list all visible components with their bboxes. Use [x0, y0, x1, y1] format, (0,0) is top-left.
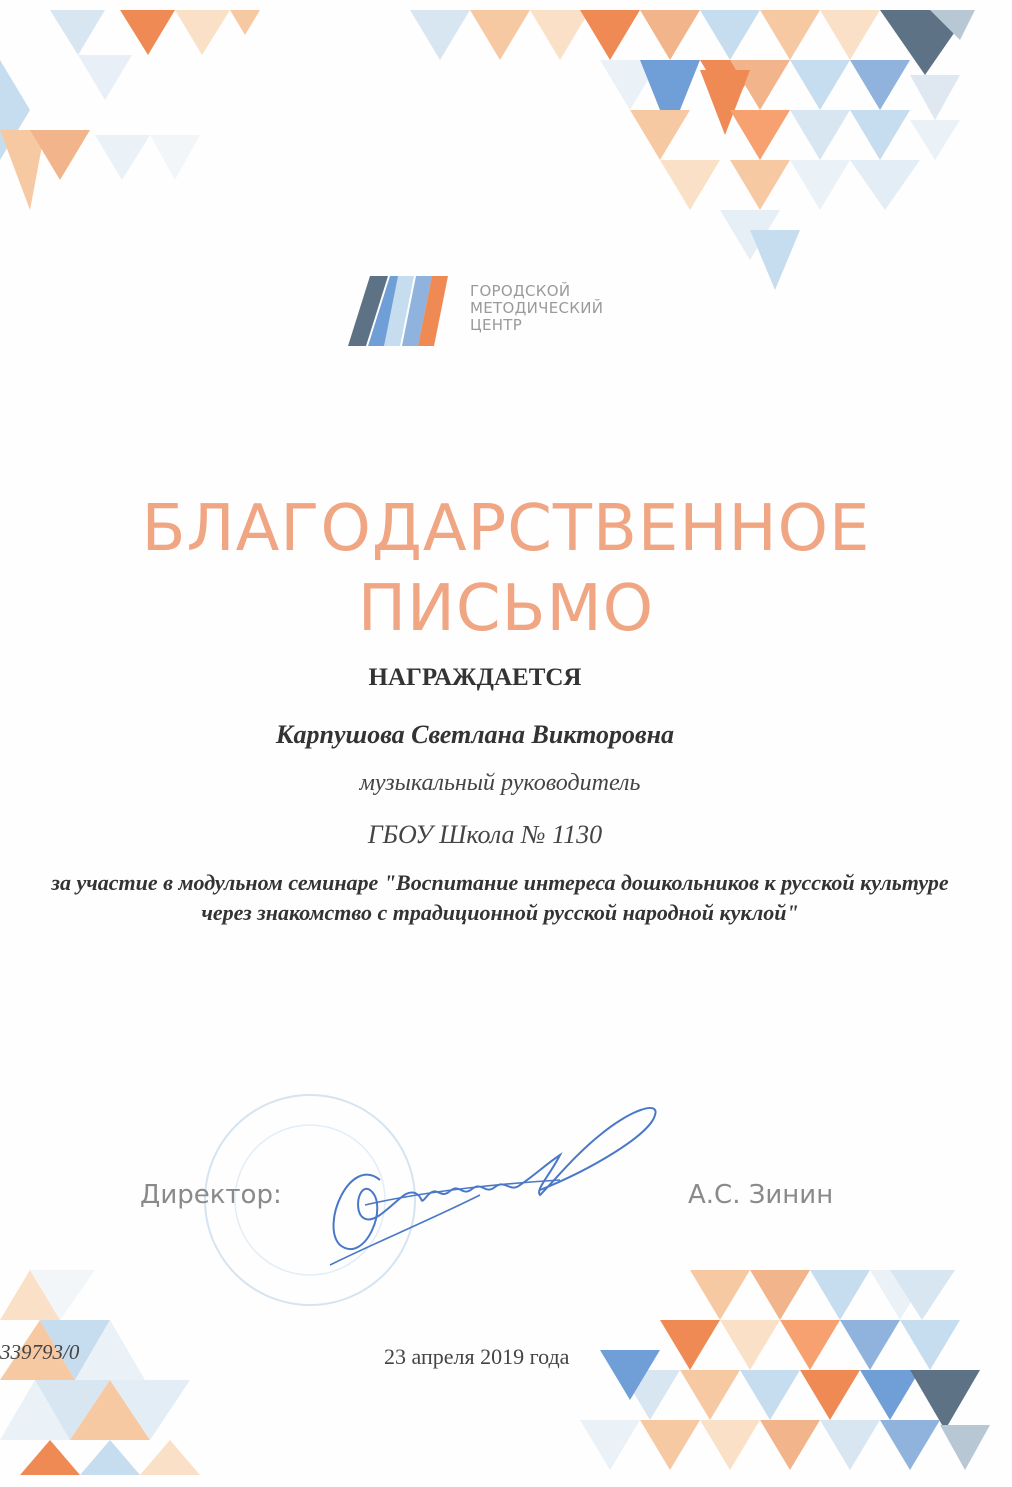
certificate-title-line1: БЛАГОДАРСТВЕННОЕ [141, 492, 871, 566]
organization-name-line2: МЕТОДИЧЕСКИЙ [470, 299, 604, 317]
decorative-triangles-bottom-right [560, 1260, 1012, 1487]
recipient-name: Карпушова Светлана Викторовна [275, 720, 675, 749]
handwritten-signature [310, 1095, 670, 1285]
decorative-triangles-top-left [0, 0, 260, 220]
organization-name-line1: ГОРОДСКОЙ [470, 282, 571, 300]
certificate-serial-number: 339793/0 [0, 1340, 80, 1364]
recipient-school: ГБОУ Школа № 1130 [367, 820, 603, 849]
signer-name: А.С. Зинин [688, 1180, 834, 1210]
award-reason: за участие в модульном семинаре "Воспитание интереса дошкольников к русской культуре через знакомство с традиционной русской народной куклой" [51, 870, 949, 925]
signer-role-label: Директор: [140, 1180, 282, 1210]
organization-name-line3: ЦЕНТР [470, 316, 523, 334]
decorative-triangles-bottom-left [0, 1260, 260, 1487]
organization-name [470, 283, 603, 334]
decorative-triangles-top-right [400, 0, 1012, 300]
certificate-date: 23 апреля 2019 года [384, 1344, 570, 1369]
certificate-title-line2: ПИСЬМО [357, 572, 655, 646]
awarded-label: НАГРАЖДАЕТСЯ [368, 664, 582, 691]
recipient-position: музыкальный руководитель [359, 770, 641, 796]
